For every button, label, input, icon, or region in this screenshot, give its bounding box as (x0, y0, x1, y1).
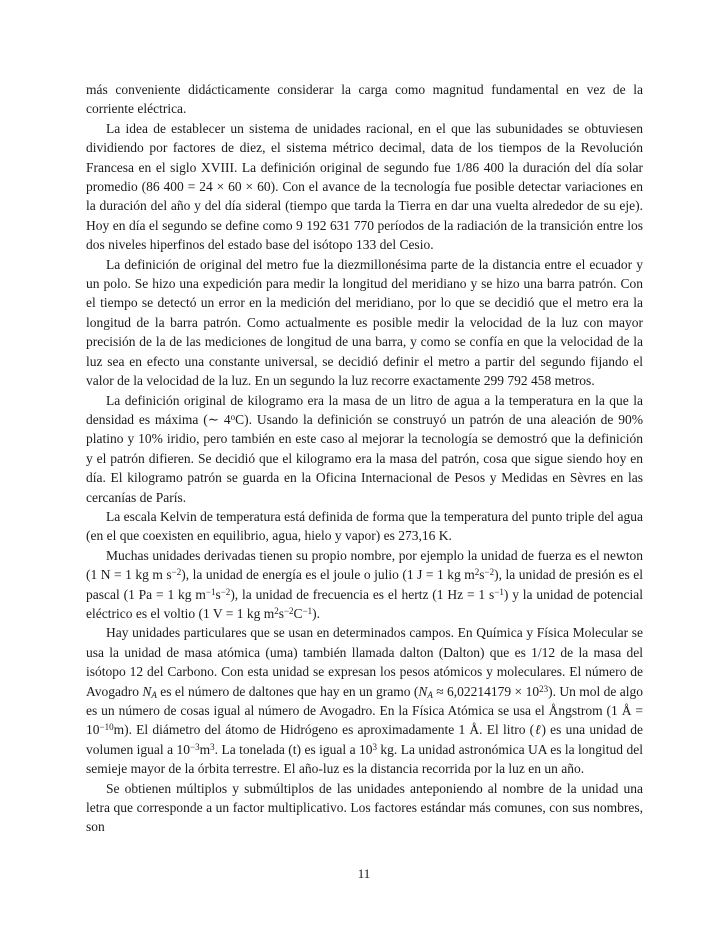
text-run: ) y la unidad de potencial eléctrico es el voltio (1 V = 1 kg m (86, 586, 644, 621)
text-run: ) es una unidad de volumen igual a 10 (86, 722, 644, 757)
text-run: Se obtienen múltiplos y submúltiplos de las unidades anteponiendo al nombre de la unidad una letra que corresponde a un factor multiplicativo. Los factores estándar más comunes, con sus nombres, son (86, 780, 643, 835)
text-run: −2 (484, 567, 495, 578)
text-run: La escala Kelvin de temperatura está definida de forma que la temperatura del punto triple del agua (en el que coexisten en equilibrio, agua, hielo y vapor) es 273,16 K. (86, 508, 643, 544)
text-run: o (230, 411, 236, 422)
paragraph-unidades-derivadas (86, 546, 643, 624)
text-run: N (142, 683, 152, 699)
text-run: −1 (205, 586, 216, 597)
text-run: −2 (171, 567, 182, 578)
paragraph-continuation (86, 80, 643, 119)
text-run: kg. La unidad astronómica UA es la longitud del semieje mayor de la órbita terrestre. El año-luz es la distancia recorrida por la luz en un año. (86, 741, 643, 777)
text-run: La definición original de kilogramo era la masa de un litro de agua a la temperatura en la que la densidad es máxima (∼ 4 (86, 392, 643, 427)
page-number: 11 (357, 866, 371, 881)
text-run: Muchas unidades derivadas tienen su propio nombre, por ejemplo la unidad de fuerza es el newton (1 N = 1 kg m s (86, 547, 643, 583)
text-run: C). Usando la definición se construyó un patrón de una aleación de 90% platino y 10% iridio, pero también en este caso al mejorar la tecnología se demostró que la definición y el patrón difieren. Se decidió que el kilogramo era la masa del patrón, cosa que sigue siendo hoy en día. El kilogramo patrón se guarda en la Oficina Internacional de Pesos y Medidas en Sèvres en las cercanías de París. (86, 411, 643, 505)
text-run: ), la unidad de frecuencia es el hertz (1 Hz = 1 s (230, 586, 495, 602)
text-run: es el número de daltones que hay en un gramo ( (156, 683, 419, 699)
paragraph-unidades-particulares (86, 623, 643, 778)
text-run: 3 (372, 741, 377, 752)
text-run: ℓ (534, 722, 542, 738)
text-run: −10 (99, 722, 114, 733)
page-body (86, 80, 643, 837)
text-run: s (479, 567, 485, 583)
text-run: 3 (210, 741, 215, 752)
text-run: 2 (274, 605, 279, 616)
text-run: −2 (220, 586, 231, 597)
text-run: −1 (302, 605, 313, 616)
text-run: N (418, 683, 428, 699)
text-run: m). El diámetro del átomo de Hidrógeno es aproximadamente 1 Å. El litro ( (113, 722, 535, 738)
text-run: −3 (190, 741, 200, 752)
text-run: s (215, 586, 221, 602)
text-run: La idea de establecer un sistema de unidades racional, en el que las subunidades se obtuviesen dividiendo por factores de diez, el sistema métrico decimal, data de los tiempos de la Revolución Francesa en el siglo XVIII. La definición original de segundo fue 1/86 400 la duración del día solar promedio (86 400 = 24 × 60 × 60). Con el avance de la tecnología fue posible detectar variaciones en la duración del año y del día sideral (tiempo que tarda la Tierra en dar una vuelta alrededor de su eje). Hoy en día el segundo se define como 9 192 631 770 períodos de la radiación de la transición entre los dos niveles hiperfinos del estado base del isótopo 133 del Cesio. (86, 120, 643, 253)
text-run: −2 (283, 605, 294, 616)
paragraph-metro (86, 255, 643, 391)
text-run: ), la unidad de energía es el joule o julio (1 J = 1 kg m (181, 567, 475, 583)
text-run: ). (312, 605, 321, 621)
paragraph-kelvin (86, 507, 643, 546)
text-run: A (151, 689, 157, 700)
text-run: −1 (494, 586, 504, 597)
text-run: ). Un mol de algo es un número de cosas igual al número de Avogadro. En la Física Atómica se usa el Ångstrom (1 Å = 10 (86, 683, 643, 738)
paragraph-kilogramo (86, 391, 643, 507)
text-run: C (293, 605, 303, 621)
text-run: La definición de original del metro fue la diezmillonésima parte de la distancia entre el ecuador y un polo. Se hizo una expedición para medir la longitud del meridiano y se hizo una barra patrón. Con el tiempo se detectó un error en la medición del meridiano, por lo que se decidió que el metro era la longitud de la barra patrón. Como actualmente es posible medir la velocidad de la luz con mayor precisión de la de las mediciones de longitud de una barra, y como se confía en que la velocidad de la luz sea en efecto una constante universal, se decidió definir el metro a partir del segundo fijando el valor de la velocidad de la luz. En un segundo la luz recorre exactamente 299 792 458 metros. (86, 256, 643, 389)
paragraph-segundo (86, 119, 643, 255)
text-run: m (199, 741, 211, 757)
text-run: . La tonelada (t) es igual a 10 (214, 741, 373, 757)
text-run: s (278, 605, 284, 621)
text-run: Hay unidades particulares que se usan en determinados campos. En Química y Física Molecular se usa la unidad de masa atómica (uma) también llamada dalton (Dalton) que es 1/12 de la masa del isótopo 12 del Carbono. Con esta unidad se expresan los pesos atómicos y moleculares. El número de Avogadro (86, 625, 643, 699)
text-run: A (427, 689, 433, 700)
text-run: 23 (539, 683, 549, 694)
text-run: más conveniente didácticamente considerar la carga como magnitud fundamental en vez de la corriente eléctrica. (86, 82, 643, 117)
text-run: ), la unidad de presión es el pascal (1 Pa = 1 kg m (86, 567, 643, 602)
text-run: 2 (474, 567, 480, 578)
paragraph-multiplos (86, 779, 643, 837)
text-run: ≈ 6,02214179 × 10 (432, 683, 540, 699)
